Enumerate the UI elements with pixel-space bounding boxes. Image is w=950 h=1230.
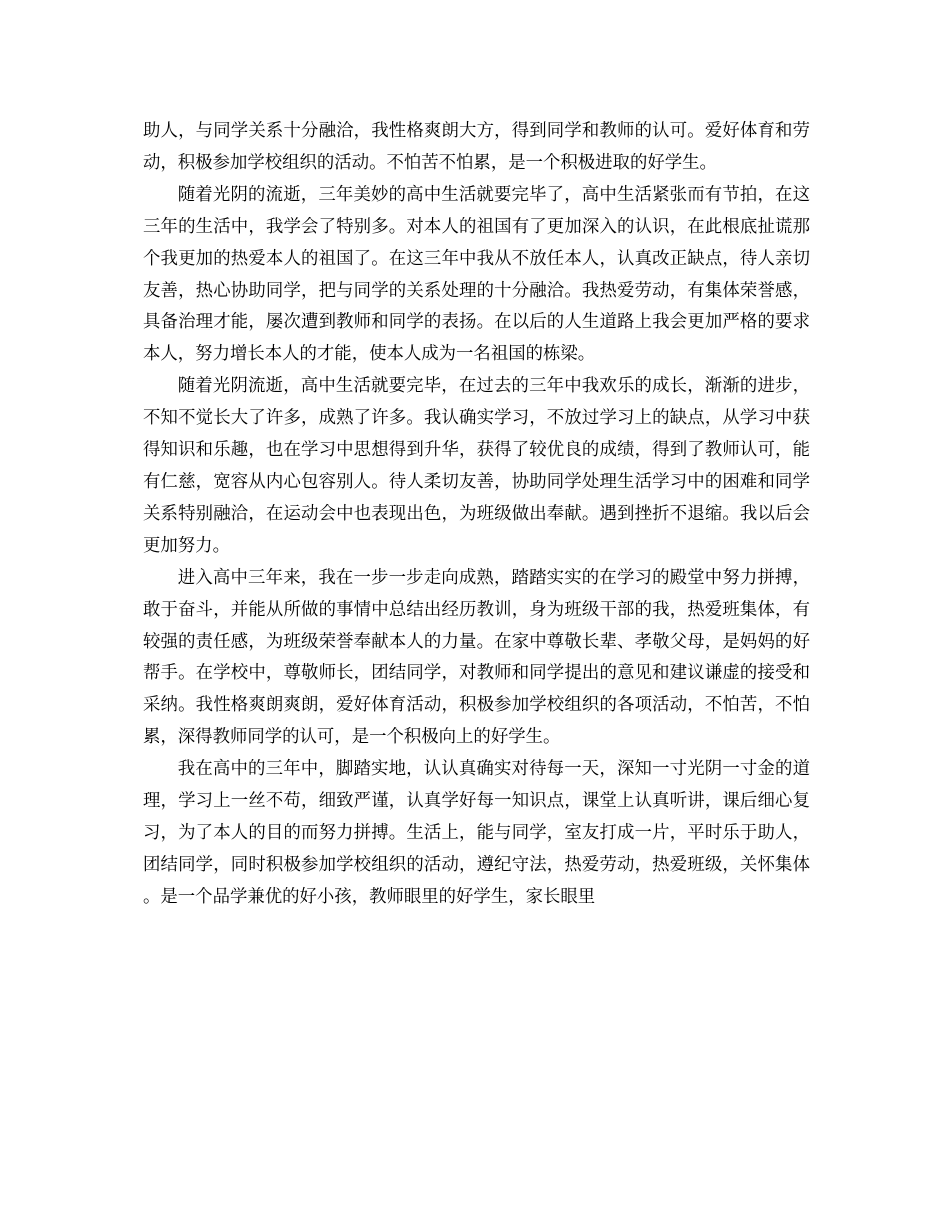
paragraph: 随着光阴流逝，高中生活就要完毕，在过去的三年中我欢乐的成长，渐渐的进步，不知不觉长大了许多，成熟了许多。我认确实学习，不放过学习上的缺点，从学习中获得知识和乐趣，也在学习中思想得到升华，获得了较优良的成绩，得到了教师认可，能有仁慈，宽容从内心包容别人。待人柔切友善，协助同学处理生活学习中的困难和同学关系特别融洽，在运动会中也表现出色，为班级做出奉献。遇到挫折不退缩。我以后会更加努力。 [143,376,810,556]
paragraph-continued: 助人，与同学关系十分融洽，我性格爽朗大方，得到同学和教师的认可。爱好体育和劳动，积极参加学校组织的活动。不怕苦不怕累，是一个积极进取的好学生。 [143,121,810,173]
paragraph: 随着光阴的流逝，三年美妙的高中生活就要完毕了，高中生活紧张而有节拍，在这三年的生活中，我学会了特别多。对本人的祖国有了更加深入的认识，在此根底扯谎那个我更加的热爱本人的祖国了。在这三年中我从不放任本人，认真改正缺点，待人亲切友善，热心协助同学，把与同学的关系处理的十分融洽。我热爱劳动，有集体荣誉感，具备治理才能，屡次遭到教师和同学的表扬。在以后的人生道路上我会更加严格的要求本人，努力增长本人的才能，使本人成为一名祖国的栋梁。 [143,184,810,365]
paragraph: 进入高中三年来，我在一步一步走向成熟，踏踏实实的在学习的殿堂中努力拼搏，敢于奋斗，并能从所做的事情中总结出经历教训，身为班级干部的我，热爱班集体，有较强的责任感，为班级荣誉奉献本人的力量。在家中尊敬长辈、孝敬父母，是妈妈的好帮手。在学校中，尊敬师长，团结同学，对教师和同学提出的意见和建议谦虚的接受和采纳。我性格爽朗爽朗，爱好体育活动，积极参加学校组织的各项活动，不怕苦，不怕累，深得教师同学的认可，是一个积极向上的好学生。 [143,567,810,748]
paragraph: 我在高中的三年中，脚踏实地，认认真确实对待每一天，深知一寸光阴一寸金的道理，学习上一丝不苟，细致严谨，认真学好每一知识点，课堂上认真听讲，课后细心复习，为了本人的目的而努力拼搏。生活上，能与同学，室友打成一片，平时乐于助人，团结同学，同时积极参加学校组织的活动，遵纪守法，热爱劳动，热爱班级，关怀集体。是一个品学兼优的好小孩，教师眼里的好学生，家长眼里 [143,759,810,907]
document-body [143,116,810,914]
